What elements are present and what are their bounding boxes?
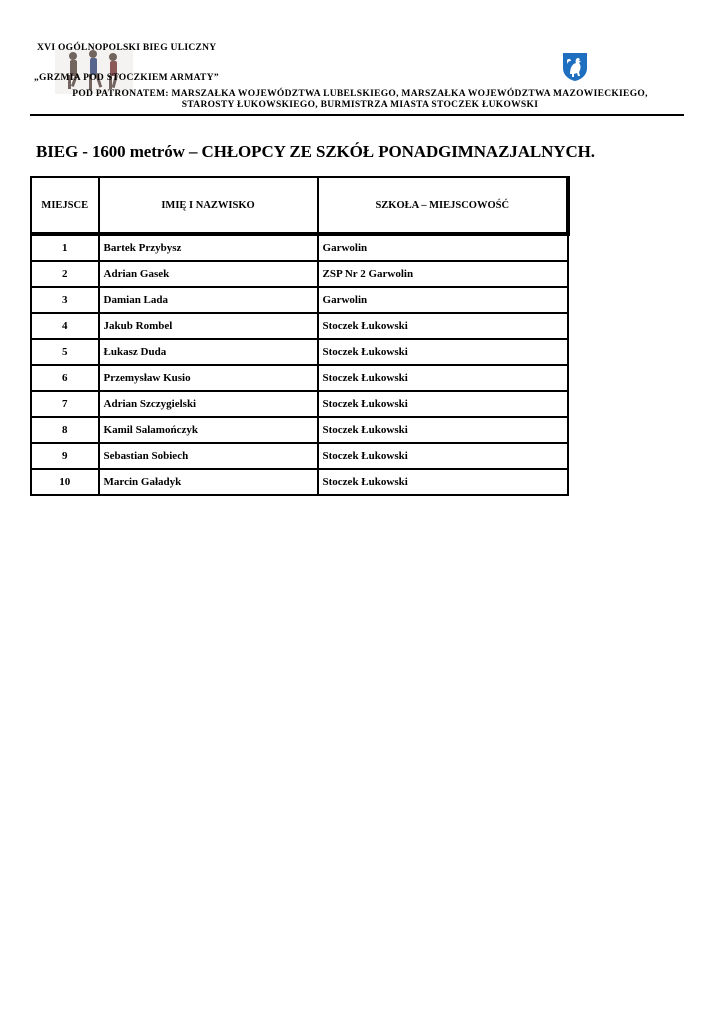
table-row	[31, 234, 568, 261]
cell-school: Stoczek Łukowski	[318, 313, 568, 339]
table-row	[31, 261, 568, 287]
coat-of-arms-icon	[562, 52, 588, 82]
cell-place: 10	[31, 469, 99, 495]
table-row	[31, 365, 568, 391]
cell-school: Stoczek Łukowski	[318, 339, 568, 365]
cell-name: Przemysław Kusio	[99, 365, 318, 391]
cell-place: 9	[31, 443, 99, 469]
cell-place: 4	[31, 313, 99, 339]
table-row	[31, 391, 568, 417]
cell-place: 5	[31, 339, 99, 365]
header-name: IMIĘ I NAZWISKO	[99, 177, 318, 234]
table-row	[31, 339, 568, 365]
cell-school: Stoczek Łukowski	[318, 469, 568, 495]
table-row	[31, 417, 568, 443]
table-row	[31, 313, 568, 339]
patronage-line-2: STAROSTY ŁUKOWSKIEGO, BURMISTRZA MIASTA STOCZEK ŁUKOWSKI	[181, 100, 539, 110]
table-row	[31, 469, 568, 495]
cell-place: 3	[31, 287, 99, 313]
cell-place: 6	[31, 365, 99, 391]
event-subtitle: „GRZMIA POD STOCZKIEM ARMATY”	[34, 73, 219, 83]
cell-school: Stoczek Łukowski	[318, 365, 568, 391]
cell-place: 8	[31, 417, 99, 443]
cell-name: Łukasz Duda	[99, 339, 318, 365]
cell-school: Garwolin	[318, 234, 568, 261]
cell-name: Sebastian Sobiech	[99, 443, 318, 469]
cell-place: 2	[31, 261, 99, 287]
header-place: MIEJSCE	[31, 177, 99, 234]
runners-photo	[55, 48, 133, 94]
table-header-row	[31, 177, 568, 234]
cell-name: Adrian Szczygielski	[99, 391, 318, 417]
cell-school: Stoczek Łukowski	[318, 391, 568, 417]
cell-school: Stoczek Łukowski	[318, 417, 568, 443]
cell-name: Adrian Gasek	[99, 261, 318, 287]
table-row	[31, 287, 568, 313]
cell-name: Bartek Przybysz	[99, 234, 318, 261]
header-divider	[30, 114, 684, 116]
results-table	[30, 176, 570, 496]
patronage-text	[30, 89, 690, 111]
table-row	[31, 443, 568, 469]
cell-name: Marcin Gaładyk	[99, 469, 318, 495]
cell-school: Garwolin	[318, 287, 568, 313]
cell-school: ZSP Nr 2 Garwolin	[318, 261, 568, 287]
cell-place: 1	[31, 234, 99, 261]
cell-name: Kamil Salamończyk	[99, 417, 318, 443]
cell-name: Damian Lada	[99, 287, 318, 313]
page-title: BIEG - 1600 metrów – CHŁOPCY ZE SZKÓŁ PONADGIMNAZJALNYCH.	[36, 142, 595, 161]
cell-school: Stoczek Łukowski	[318, 443, 568, 469]
header-school: SZKOŁA – MIEJSCOWOŚĆ	[318, 177, 568, 234]
cell-name: Jakub Rombel	[99, 313, 318, 339]
patronage-line-1: POD PATRONATEM: MARSZAŁKA WOJEWÓDZTWA LUBELSKIEGO, MARSZAŁKA WOJEWÓDZTWA MAZOWIECKIEGO,	[72, 89, 648, 99]
cell-place: 7	[31, 391, 99, 417]
event-title: XVI OGÓLNOPOLSKI BIEG ULICZNY	[37, 43, 217, 53]
